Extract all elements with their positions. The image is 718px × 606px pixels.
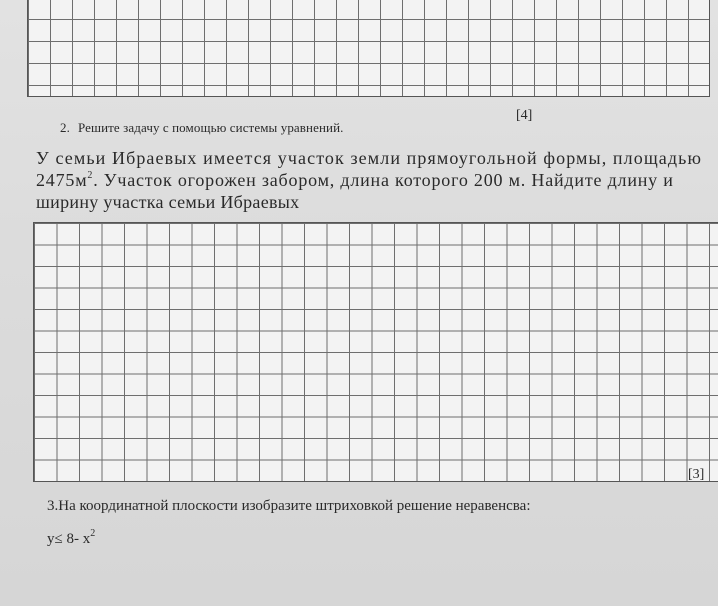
answer-grid-task2 — [33, 222, 718, 482]
task3-mark: [3] — [688, 467, 705, 482]
answer-grid-top — [27, 0, 710, 97]
inequality-main: y≤ 8- x — [47, 531, 91, 547]
task2-heading — [60, 120, 343, 136]
inequality-exponent: 2 — [90, 528, 96, 539]
task2-number: 2. — [60, 120, 70, 135]
problem-line-2-rest: . Участок огорожен забором, длина которого 200 м. Найдите длину и — [93, 170, 674, 190]
area-value: 2475м — [36, 170, 88, 190]
problem-line-1: У семьи Ибраевых имеется участок земли прямоугольной формы, площадью — [36, 148, 702, 168]
task2-instruction: Решите задачу с помощью системы уравнений. — [77, 120, 344, 135]
task3-inequality — [47, 528, 96, 548]
problem-line-2 — [36, 169, 718, 191]
problem-line-3: ширину участка семьи Ибраевых — [36, 192, 300, 212]
area-exponent: 2 — [87, 170, 94, 181]
task3-instruction: 3.На координатной плоскости изобразите штриховкой решение неравенсва: — [47, 498, 531, 514]
task2-mark: [4] — [516, 108, 533, 123]
task2-problem-text — [36, 147, 718, 213]
